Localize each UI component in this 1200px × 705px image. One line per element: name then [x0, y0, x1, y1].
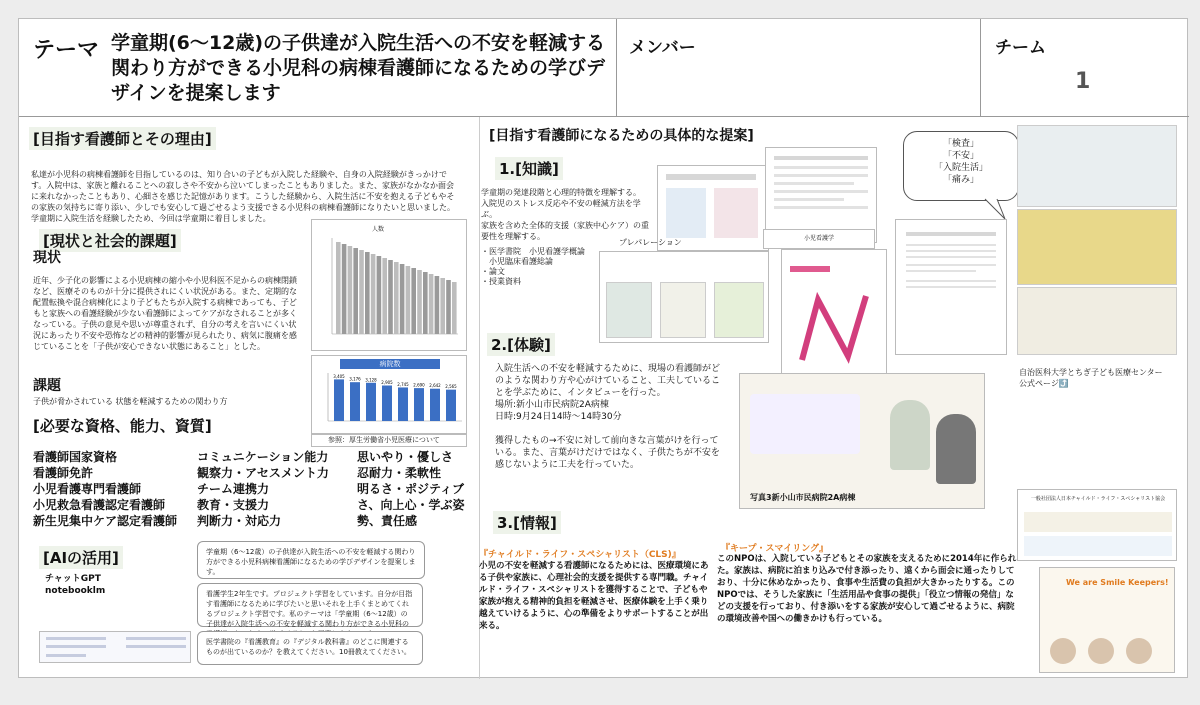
birth-bar: [388, 260, 393, 334]
keep-title: 『キープ・スマイリング』: [721, 544, 829, 554]
ai-heading: [AIの活用]: [39, 546, 123, 569]
birth-bar: [417, 270, 422, 334]
quals-col1: [33, 449, 213, 529]
knowledge-line: 家族を含めた全体的支援（家族中心ケア）の重要性を理解する。: [481, 221, 649, 241]
knowledge-source: ・授業資料: [481, 277, 521, 286]
textbook-cover: [781, 249, 887, 379]
qual-item: 看護師国家資格: [33, 450, 118, 464]
qual-item: 看護師免許: [33, 466, 94, 480]
birth-bar: [429, 274, 434, 334]
birth-bar: [440, 278, 445, 334]
keep-logo: We are Smile Keepers!: [1066, 578, 1169, 587]
photo-caption: 写真3新小山市民病院2A病棟: [750, 493, 856, 502]
hospital-bar-label: 2,905: [381, 379, 393, 385]
status-text: 近年、少子化の影響による小児病棟の縮小や小児科医不足からの病棟閉鎖など、医療そのものが十分に提供されにくい状況がある。また、定期的な配置転換や混合病棟化により子どもたちが入院する病棟であっても、子どもと家族への看護経験が少ない看護師によってケアがなされることが多くなっている。子供の意見や思いが尊重されず、自分の考えを言いにくい状況にあったり不安や恐怖などの精神的影響が見られたり、病気に腹痛を感じていることを「子供が安心できない状態にあること」とした。: [33, 276, 297, 351]
bubble-word: 「検査」: [942, 139, 979, 149]
hospital-bar: [446, 390, 456, 421]
hospital-bar-label: 2,690: [413, 382, 425, 388]
experience-desc: 入院生活への不安を軽減するために、現場の看護師がどのような関わり方や心がけていること、工夫していることを学ぶために、インタビューを行った。: [495, 364, 721, 398]
hospital-bar: [350, 382, 360, 421]
ai-tools: [45, 573, 105, 597]
hospital-bar: [414, 388, 424, 421]
birth-chart-svg: [318, 234, 462, 346]
hospital-bar-label: 3,176: [349, 376, 361, 382]
birth-bar: [348, 246, 353, 334]
birth-bar: [435, 276, 440, 334]
qual-item: 小児看護専門看護師: [33, 482, 142, 496]
knowledge-source: ・医学書院 小児看護学概論: [481, 247, 585, 256]
member-cell: [617, 19, 981, 117]
trait-item: 思いやり・優しさ: [357, 450, 454, 464]
birth-bar: [423, 272, 428, 334]
birth-bar: [400, 264, 405, 334]
trait-item: 忍耐力・柔軟性: [357, 466, 442, 480]
experience-text: [495, 363, 723, 471]
hospital-bar-label: 2,642: [429, 383, 441, 389]
team-cell: [981, 19, 1189, 117]
quals-col3: [357, 449, 467, 529]
hospital-bar-label: 2,745: [397, 381, 409, 387]
bubble-word: 「痛み」: [942, 175, 979, 185]
hospital-bar: [430, 389, 440, 421]
qual-item: 小児救急看護認定看護師: [33, 498, 166, 512]
birth-bar: [394, 262, 399, 334]
knowledge-line: 入院児のストレス反応や不安の軽減方法を学ぶ。: [481, 199, 641, 219]
hospital-bar: [398, 387, 408, 421]
challenge-label: 課題: [33, 378, 61, 394]
hospital-chart: [311, 355, 467, 435]
knowledge-source: 小児臨床看護総論: [481, 257, 553, 266]
cls-title: 『チャイルド・ライフ・スペシャリスト（CLS)』: [479, 550, 681, 560]
ward-photo-2: [1017, 209, 1177, 285]
ability-item: チーム連携力: [197, 482, 270, 496]
birth-bar: [406, 266, 411, 334]
hospital-bar: [366, 383, 376, 421]
team-number: 1: [1075, 69, 1091, 94]
chat-prompt-3: 医学書院の『看護教育』の『デジタル教科書』のどこに関連するものが出ているのか？を教えてください。10冊教えてください。: [197, 631, 423, 665]
preparation-images: [599, 251, 769, 343]
member-label: メンバー: [629, 38, 696, 58]
section-information: 3.[情報]: [493, 511, 561, 534]
birth-bar: [342, 244, 347, 334]
hospital-caption: 自治医科大学とちぎ子ども医療センター公式ページ⤴️: [1019, 368, 1163, 388]
chat-prompt-1: 学童期（6〜12歳）の子供達が入院生活への不安を軽減する関わり方ができる小児科病棟看護師になるための学びデザインを提案します。: [197, 541, 425, 579]
cls-website-thumb: [1017, 489, 1177, 561]
theme-cell: [19, 19, 617, 117]
experience-result: 獲得したもの→不安に対して前向きな言葉がけを行っている。また、言葉がけだけではなく、子供たちが不安を感じないように工夫を行っていた。: [495, 436, 720, 470]
ability-item: 観察力・アセスメント力: [197, 466, 329, 480]
notebook-screenshot: [39, 631, 191, 663]
birth-chart: [311, 219, 467, 351]
birth-bar: [446, 280, 451, 334]
book-cover-graphic: [796, 290, 876, 370]
hospital-bar-label: 3,128: [365, 377, 377, 383]
web-title: 一般社団法人日本チャイルド・ライフ・スペシャリスト協会: [1030, 496, 1166, 502]
birth-bar: [371, 254, 376, 334]
hospital-bar-label: 2,565: [445, 384, 457, 390]
quals-heading: [必要な資格、能力、資質]: [33, 417, 212, 435]
book-label: 小児看護学: [763, 229, 875, 249]
chart2-title: 病院数: [340, 359, 440, 369]
birth-bar: [382, 258, 387, 334]
poster: [18, 18, 1188, 678]
prep-caption: プレパレーション: [619, 238, 682, 247]
quals-col2: [197, 449, 355, 529]
hospital-bar-label: 3,405: [333, 373, 345, 379]
section-knowledge: 1.[知識]: [495, 157, 563, 180]
keep-text: このNPOは、入院している子どもとその家族を支えるために2014年に作られた。家族は、病院に泊まり込みで付き添ったり、遠くから面会に通ったりしており、十分に休めなかったり、食事や生活費の負担が大きかったりする。このNPOでは、そうした家族に「生活用品や食事の提供」「役立つ情報の発信」などの支援を行っており、付き添いをする家族が安心して過ごせるように、病院の環境改善や国への働きかけも行っている。: [717, 554, 1017, 624]
interview-photo: [739, 373, 985, 509]
birth-bar: [452, 282, 457, 334]
cls-text: 小児の不安を軽減する看護師になるためには、医療環境にある子供や家族に、心理社会的支援を提供する専門職。チャイルド・ライフ・スペシャリストを獲得することで、子どもや家族が抱える精神的負担を軽減させ、医療体験を上手く乗り越えていけるように、心の準備をよりサポートすることが出来る。: [479, 561, 709, 631]
ability-item: 教育・支援力: [197, 498, 270, 512]
ward-photo-3: [1017, 287, 1177, 355]
team-label: チーム: [995, 38, 1046, 58]
knowledge-list: [481, 247, 585, 287]
source-caption: 参照：厚生労働省小児医療について: [311, 433, 467, 447]
right-heading: [目指す看護師になるための具体的な提案]: [489, 128, 754, 144]
bubble-word: 「入院生活」: [933, 163, 988, 173]
knowledge-text: [481, 187, 649, 242]
experience-place: 場所:新小山市民病院2A病棟: [495, 400, 609, 410]
trait-item: 明るさ・ポジティブさ、向上心・学ぶ姿勢、責任感: [357, 482, 465, 528]
birth-bar: [336, 242, 341, 334]
status-label: 現状: [33, 250, 61, 266]
qual-item: 新生児集中ケア認定看護師: [33, 514, 178, 528]
hospital-bar: [382, 385, 392, 421]
chart1-title: 人数: [372, 226, 385, 233]
ai-tool: チャットGPT: [45, 574, 101, 584]
challenge-text: 子供が脅かされている 状態を軽減するための関わり方: [33, 397, 228, 406]
birth-bar: [377, 256, 382, 334]
issues-heading: [現状と社会的課題]: [39, 229, 181, 252]
hospital-chart-svg: [316, 371, 464, 433]
theme-text: 学童期(6〜12歳)の子供達が入院生活への不安を軽減する関わり方ができる小児科の病棟看護師になるための学びデザインを提案します: [111, 32, 606, 104]
experience-date: 日時:9月24日14時〜14時30分: [495, 412, 622, 422]
knowledge-source: ・論文: [481, 267, 505, 276]
birth-bar: [411, 268, 416, 334]
ability-item: コミュニケーション能力: [197, 450, 329, 464]
ability-item: 判断力・対応力: [197, 514, 282, 528]
theme-label: テーマ: [33, 38, 100, 63]
intro-text: 私達が小児科の病棟看護師を目指しているのは、知り合いの子どもが入院した経験や、自身の入院経験がきっかけです。入院中は、家族と離れることへの寂しさや不安から泣いてしまったこともありました。また、家族がなかなか面会に来れなかったこともあり、心細さを感じた記憶があります。こうした経験から、入院生活に不安を抱える子どもやその家族の気持ちに寄り添い、少しでも安心して過ごせるよう支援できる小児科の病棟看護師になりたいと思いました。学童期に入院生活を経験したため、今回は学童期に着目しました。: [31, 170, 455, 223]
left-heading: [目指す看護師とその理由]: [29, 127, 216, 150]
birth-bar: [365, 252, 370, 334]
paper-thumb: [895, 219, 1007, 355]
section-experience: 2.[体験]: [487, 333, 555, 356]
ai-tool: notebooklm: [45, 586, 106, 596]
hospital-bar: [334, 379, 344, 421]
header-row: [19, 19, 1189, 117]
birth-bar: [353, 248, 358, 334]
bubble-word: 「不安」: [942, 151, 979, 161]
concern-bubble: [903, 131, 1019, 201]
birth-bar: [359, 250, 364, 334]
chat-prompt-2: 看護学生2年生です。プロジェクト学習をしています。自分が目指す看護師になるために学びたいと思いそれを上手くまとめてくれるプロジェクト学習です。私のテーマは「学童期（6〜12歳）の子供達が入院生活への不安を軽減する関わり方ができる小児科の: [197, 583, 423, 627]
keep-smiling-image: [1039, 567, 1175, 673]
ward-photo-1: [1017, 125, 1177, 207]
knowledge-line: 学童期の発達段階と心理的特徴を理解する。: [481, 188, 641, 197]
